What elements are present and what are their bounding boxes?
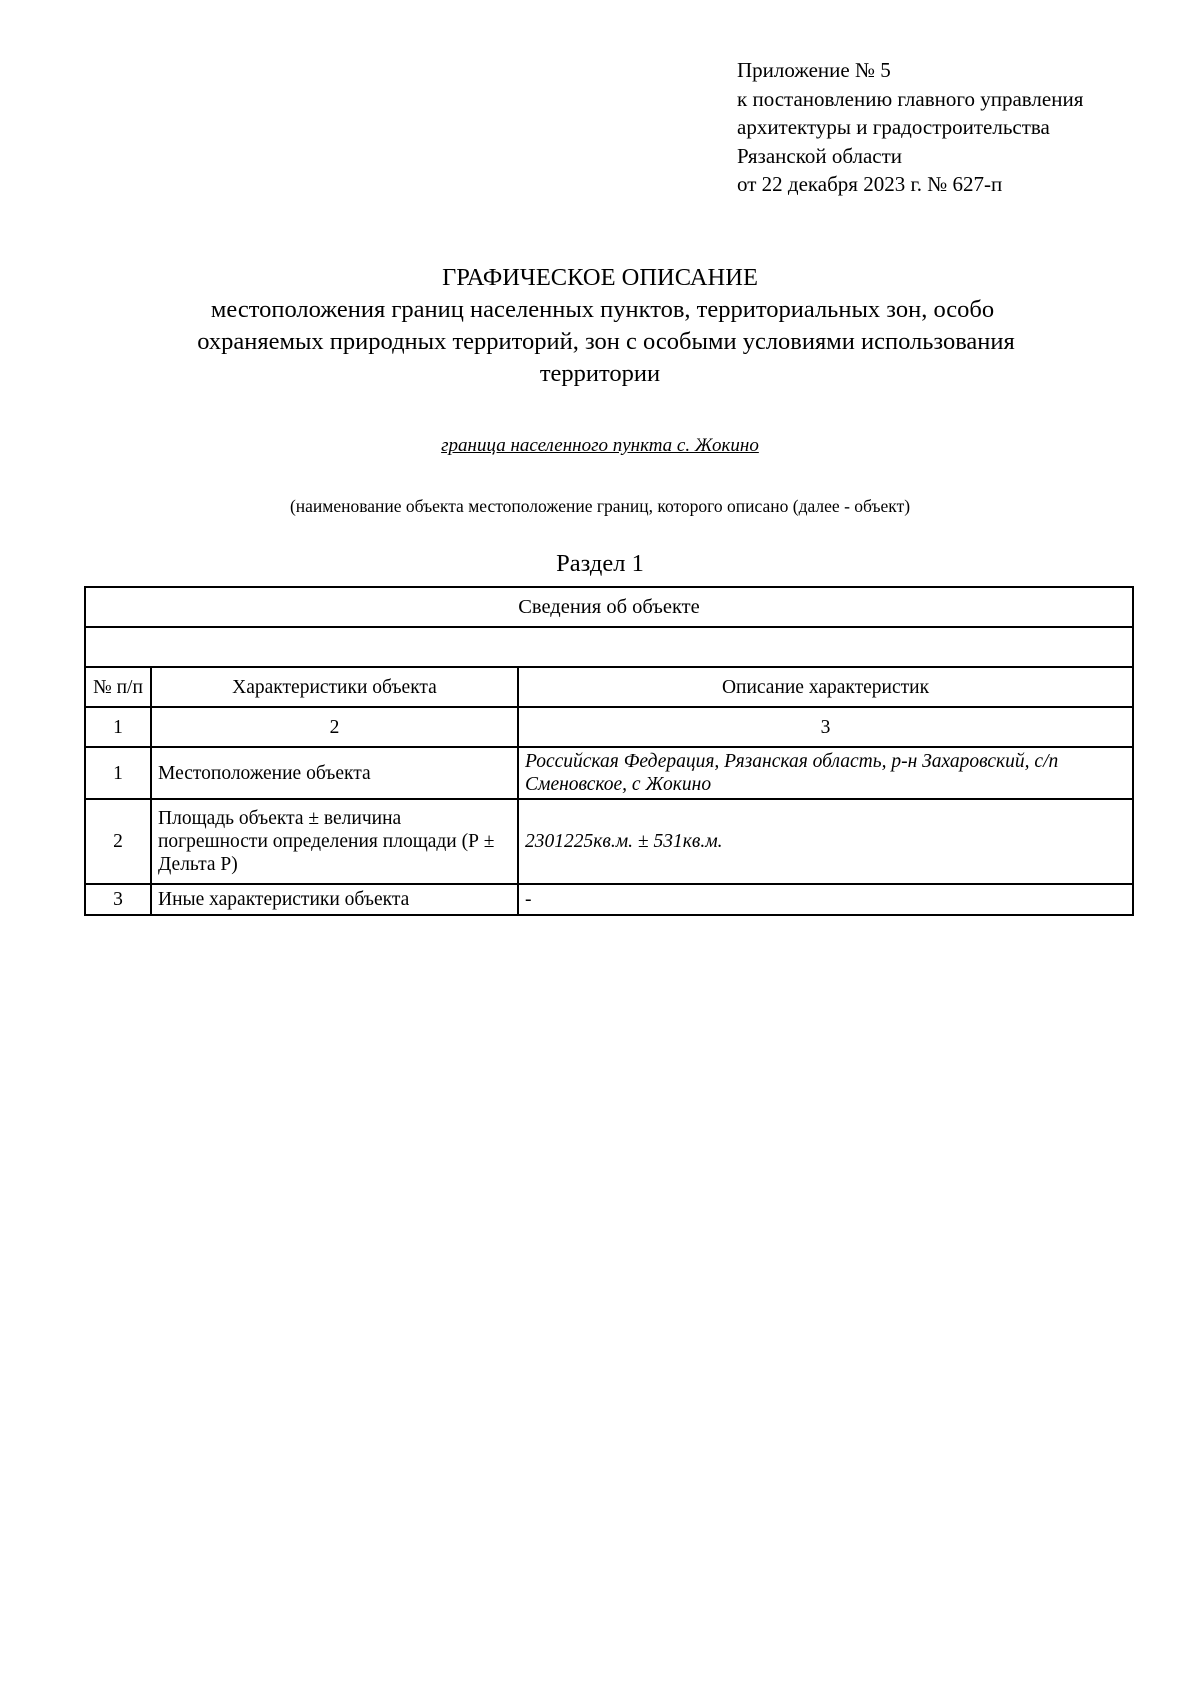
header-description: Описание характеристик [518,667,1133,707]
object-caption: (наименование объекта местоположение границ, которого описано (далее - объект) [289,496,911,516]
title-line-3: охраняемых природных территорий, зон с особыми условиями использования [197,328,1015,355]
index-cell-1: 1 [85,707,151,747]
header-number: № п/п [85,667,151,707]
row-description: - [518,884,1133,915]
row-number: 1 [85,747,151,799]
appendix-line-4: Рязанской области [737,143,903,168]
section-title: Раздел 1 [556,550,644,577]
object-name-text: граница населенного пункта с. Жокино [441,435,759,456]
table-empty-cell [85,627,1133,667]
row-description: 2301225кв.м. ± 531кв.м. [518,799,1133,884]
table-index-row [85,707,1133,747]
document-title [0,262,1200,390]
table-empty-row [85,627,1133,667]
header-characteristic: Характеристики объекта [151,667,518,707]
table-title: Сведения об объекте [85,587,1133,627]
row-description: Российская Федерация, Рязанская область, р-н Захаровский, с/п Сменовское, с Жокино [518,747,1133,799]
row-number: 3 [85,884,151,915]
index-cell-2: 2 [151,707,518,747]
appendix-line-3: архитектуры и градостроительства [737,115,1050,139]
table-row [85,747,1133,799]
title-line-2: местоположения границ населенных пунктов, территориальных зон, особо [210,296,995,323]
row-number: 2 [85,799,151,884]
appendix-line-2: к постановлению главного управления [737,86,1084,111]
table-row [85,884,1133,915]
appendix-line-5: от 22 декабря 2023 г. № 627-п [737,172,1003,196]
table-title-row [85,587,1133,627]
row-characteristic: Площадь объекта ± величина погрешности определения площади (Р ± Дельта Р) [151,799,518,884]
table-header-row [85,667,1133,707]
row-characteristic: Местоположение объекта [151,747,518,799]
appendix-line-1: Приложение № 5 [737,58,891,82]
index-cell-3: 3 [518,707,1133,747]
title-line-4: территории [539,360,661,387]
title-line-1: ГРАФИЧЕСКОЕ ОПИСАНИЕ [442,264,758,291]
table-row [85,799,1133,884]
row-characteristic: Иные характеристики объекта [151,884,518,915]
object-name [0,435,1200,457]
object-info-table [84,586,1134,916]
appendix-header [737,56,1083,199]
